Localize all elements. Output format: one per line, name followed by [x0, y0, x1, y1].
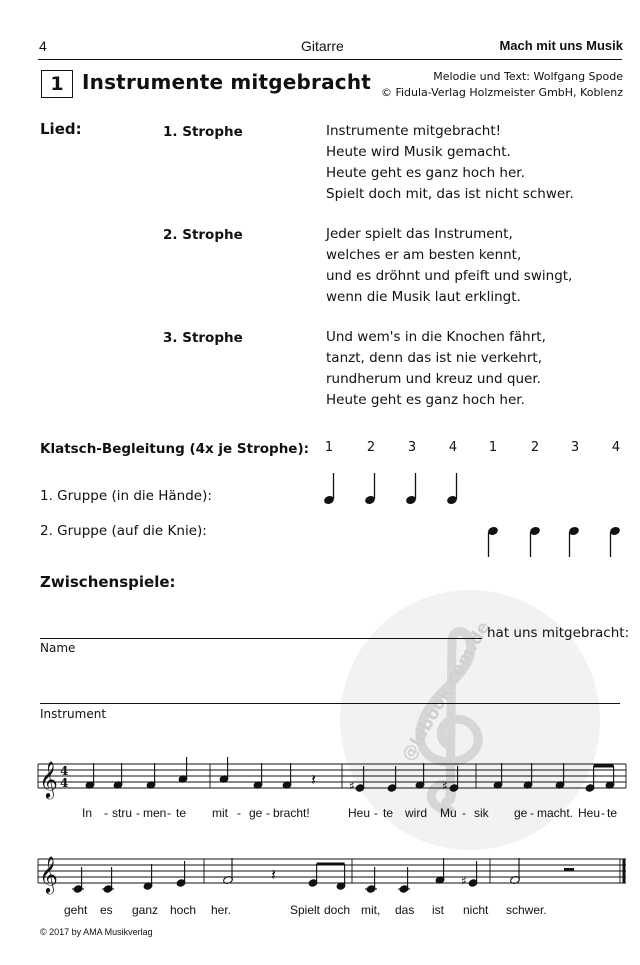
instrument-label: Instrument — [40, 707, 107, 721]
verse-line: Jeder spielt das Instrument, — [326, 226, 513, 242]
verse-3-text — [326, 327, 546, 411]
count-number: 3 — [407, 440, 417, 455]
lyric-syllable: bracht! — [273, 806, 310, 820]
lyric-hyphen: - — [462, 806, 466, 820]
lyric-syllable: wird — [405, 806, 428, 820]
count-number: 2 — [366, 440, 376, 455]
count-number: 2 — [530, 440, 540, 455]
lyric-syllable: te — [383, 806, 394, 820]
lyric-syllable: nicht — [463, 903, 489, 917]
lyric-hyphen: - — [136, 806, 140, 820]
song-title: Instrumente mitgebracht — [82, 70, 372, 94]
quarter-note-icon — [323, 473, 335, 505]
lyric-syllable: macht. — [537, 806, 574, 820]
clapping-rhythm-notes — [0, 460, 640, 570]
verse-line: Instrumente mitgebracht! — [326, 123, 502, 139]
lyric-syllable: hoch — [170, 903, 197, 917]
lyric-syllable: her. — [211, 903, 232, 917]
lyric-syllable: ist — [432, 903, 444, 917]
quarter-rest-icon: 𝄽 — [271, 865, 276, 884]
lyrics-system-1 — [0, 806, 640, 822]
count-number: 3 — [570, 440, 580, 455]
quarter-note-icon — [405, 473, 417, 505]
note — [605, 766, 615, 789]
lyric-syllable: Heu — [578, 806, 601, 820]
lyric-syllable: sik — [474, 806, 489, 820]
lyric-syllable: men — [143, 806, 167, 820]
lyric-hyphen: - — [374, 806, 378, 820]
verse-line: Heute geht es ganz hoch her. — [326, 165, 525, 181]
verse-line: Und wem's in die Knochen fährt, — [326, 329, 546, 345]
instrument-header: Gitarre — [301, 38, 344, 54]
lyric-hyphen: - — [601, 806, 605, 820]
zwischenspiele-label: Zwischenspiele: — [40, 573, 176, 591]
quarter-note-icon — [487, 526, 499, 557]
group-2-label: 2. Gruppe (auf die Knie): — [40, 523, 207, 539]
footer-copyright: © 2017 by AMA Musikverlag — [40, 927, 153, 937]
lyric-syllable: geht — [64, 903, 88, 917]
treble-clef-icon: 𝄞 — [39, 855, 58, 893]
lied-label: Lied: — [40, 120, 82, 138]
verse-2-label: 2. Strophe — [163, 227, 243, 243]
verse-line: tanzt, denn das ist nie verkehrt, — [326, 350, 542, 366]
lyric-syllable: Mu — [440, 806, 457, 820]
quarter-note-icon — [446, 473, 458, 505]
song-number-box — [41, 70, 73, 98]
verse-line: rundherum und kreuz und quer. — [326, 371, 541, 387]
lyric-syllable: es — [100, 903, 113, 917]
group-1-label: 1. Gruppe (in die Hände): — [40, 488, 212, 504]
lyric-syllable: ge — [249, 806, 263, 820]
count-number: 4 — [448, 440, 458, 455]
lyric-syllable: Heu — [348, 806, 371, 820]
quarter-note-icon — [609, 526, 621, 557]
lyric-hyphen: - — [237, 806, 241, 820]
verse-3-label: 3. Strophe — [163, 330, 243, 346]
verse-line: und es dröhnt und pfeift und swingt, — [326, 268, 573, 284]
lyric-hyphen: - — [104, 806, 108, 820]
time-signature-top: 4 — [60, 764, 69, 778]
song-number: 1 — [50, 73, 64, 95]
lyric-syllable: Spielt — [290, 903, 321, 917]
quarter-note-icon — [568, 526, 580, 557]
name-label: Name — [40, 641, 76, 655]
count-number: 4 — [611, 440, 621, 455]
lyric-syllable: mit, — [361, 903, 381, 917]
verse-line: Heute geht es ganz hoch her. — [326, 392, 525, 408]
lyric-syllable: mit — [212, 806, 228, 820]
sharp-icon: ♯ — [442, 779, 448, 793]
quarter-note-icon — [364, 473, 376, 505]
score-system-2 — [0, 843, 640, 903]
half-rest-icon — [564, 868, 574, 871]
book-title: Mach mit uns Musik — [499, 38, 623, 53]
score-system-1 — [0, 748, 640, 808]
lyric-syllable: schwer. — [506, 903, 547, 917]
lyric-hyphen: - — [530, 806, 534, 820]
lyric-syllable: te — [176, 806, 187, 820]
note — [308, 864, 318, 887]
lyric-syllable: doch — [324, 903, 351, 917]
credit-publisher: © Fidula-Verlag Holzmeister GmbH, Koblenz — [380, 86, 623, 99]
quarter-note-icon — [529, 526, 541, 557]
lyric-syllable: te — [607, 806, 618, 820]
verse-2-text — [326, 224, 572, 308]
name-fill-line[interactable] — [40, 638, 482, 639]
quarter-rest-icon: 𝄽 — [311, 770, 316, 789]
instrument-fill-line[interactable] — [40, 703, 620, 704]
lyric-hyphen: - — [266, 806, 270, 820]
verse-1-text — [326, 121, 574, 205]
treble-clef-icon: 𝄞 — [39, 760, 58, 798]
lyrics-system-2 — [0, 903, 640, 919]
clapping-label: Klatsch-Begleitung (4x je Strophe): — [40, 441, 310, 457]
sharp-icon: ♯ — [349, 779, 355, 793]
lyric-syllable: ganz — [132, 903, 159, 917]
lyric-syllable: ge — [514, 806, 528, 820]
brought-text: hat uns mitgebracht: — [487, 625, 630, 641]
sharp-icon: ♯ — [461, 874, 467, 888]
verse-1-label: 1. Strophe — [163, 124, 243, 140]
lyric-syllable: das — [395, 903, 415, 917]
verse-line: Heute wird Musik gemacht. — [326, 144, 511, 160]
lyric-syllable: stru — [112, 806, 133, 820]
credit-melody-text: Melodie und Text: Wolfgang Spode — [433, 70, 623, 83]
verse-line: Spielt doch mit, das ist nicht schwer. — [326, 186, 574, 202]
watermark-text: @ldbook.com.de — [398, 618, 495, 765]
lyric-syllable: In — [82, 806, 93, 820]
count-number: 1 — [488, 440, 498, 455]
header-rule — [38, 59, 622, 60]
page-number: 4 — [39, 38, 47, 54]
verse-line: welches er am besten kennt, — [326, 247, 522, 263]
lyric-hyphen: - — [167, 806, 171, 820]
count-number: 1 — [324, 440, 334, 455]
verse-line: wenn die Musik laut erklingt. — [326, 289, 521, 305]
time-signature-bottom: 4 — [60, 776, 69, 790]
